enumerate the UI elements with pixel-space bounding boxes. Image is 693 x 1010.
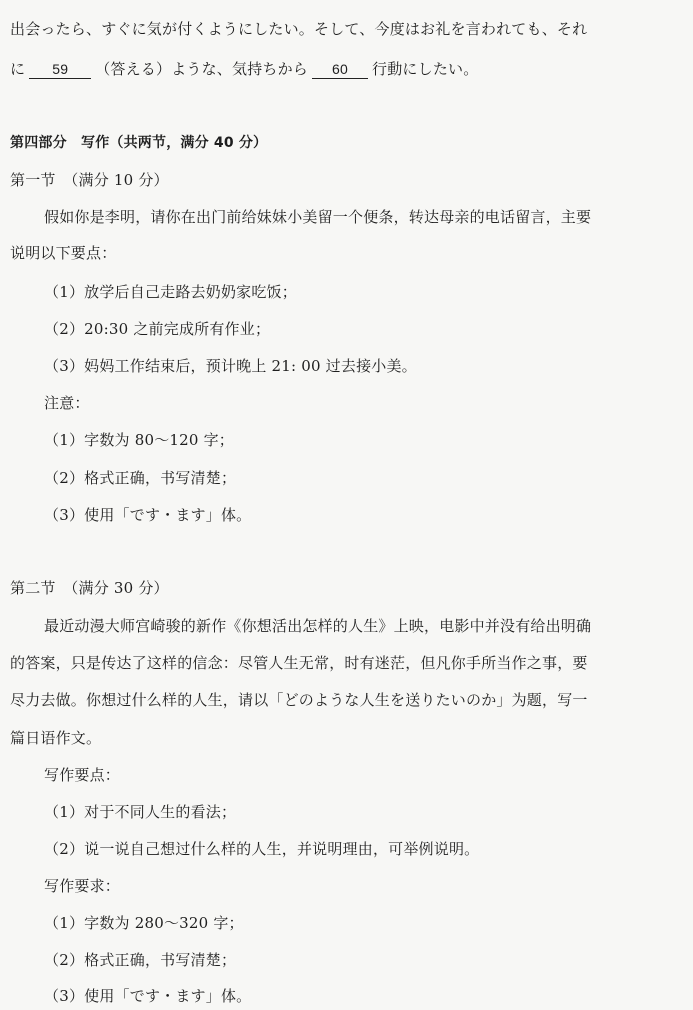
section2-points-label: 写作要点： xyxy=(44,766,121,784)
section1-point-2: （2）20:30 之前完成所有作业； xyxy=(44,320,271,338)
passage-line-2-post: 行動にしたい。 xyxy=(372,60,479,78)
section1-prompt-line-2: 说明以下要点： xyxy=(10,244,117,262)
section2-prompt-line-3: 尽力去做。你想过什么样的人生，请以「どのような人生を送りたいのか」为题，写一 xyxy=(10,691,588,709)
section1-prompt-line-1: 假如你是李明，请你在出门前给妹妹小美留一个便条，转达母亲的电话留言，主要 xyxy=(44,208,592,226)
passage-line-2-pre: に xyxy=(10,60,26,78)
passage-line-2-mid: （答える）ような、気持ちから xyxy=(95,60,309,78)
section2-req-3: （3）使用「です・ます」体。 xyxy=(44,987,252,1005)
section2-heading: 第二节 （满分 30 分） xyxy=(10,579,169,597)
section2-req-2: （2）格式正确，书写清楚； xyxy=(44,951,237,969)
part4-heading: 第四部分 写作（共两节，满分 40 分） xyxy=(10,135,268,151)
section1-heading: 第一节 （满分 10 分） xyxy=(10,171,169,189)
section1-notes-label: 注意： xyxy=(44,394,90,412)
passage-line-1: 出会ったら、すぐに気が付くようにしたい。そして、今度はお礼を言われても、それ xyxy=(10,20,588,38)
section2-point-2: （2）说一说自己想过什么样的人生，并说明理由，可举例说明。 xyxy=(44,840,480,858)
answer-blank-60: 60 xyxy=(312,60,368,79)
section2-prompt-line-4: 篇日语作文。 xyxy=(10,729,102,747)
section2-prompt-line-2: 的答案，只是传达了这样的信念：尽管人生无常，时有迷茫，但凡你手所当作之事，要 xyxy=(10,654,588,672)
section1-note-3: （3）使用「です・ます」体。 xyxy=(44,506,252,524)
section2-prompt-line-1: 最近动漫大师宫崎骏的新作《你想活出怎样的人生》上映，电影中并没有给出明确 xyxy=(44,617,592,635)
section1-note-2: （2）格式正确，书写清楚； xyxy=(44,469,237,487)
section1-point-1: （1）放学后自己走路去奶奶家吃饭； xyxy=(44,283,297,301)
section2-req-1: （1）字数为 280～320 字； xyxy=(44,914,244,932)
answer-blank-59: 59 xyxy=(29,60,91,79)
section2-reqs-label: 写作要求： xyxy=(44,877,121,895)
section2-point-1: （1）对于不同人生的看法； xyxy=(44,803,237,821)
section1-note-1: （1）字数为 80～120 字； xyxy=(44,431,234,449)
passage-line-2 xyxy=(10,59,478,79)
section1-point-3: （3）妈妈工作结束后，预计晚上 21: 00 过去接小美。 xyxy=(44,357,417,375)
